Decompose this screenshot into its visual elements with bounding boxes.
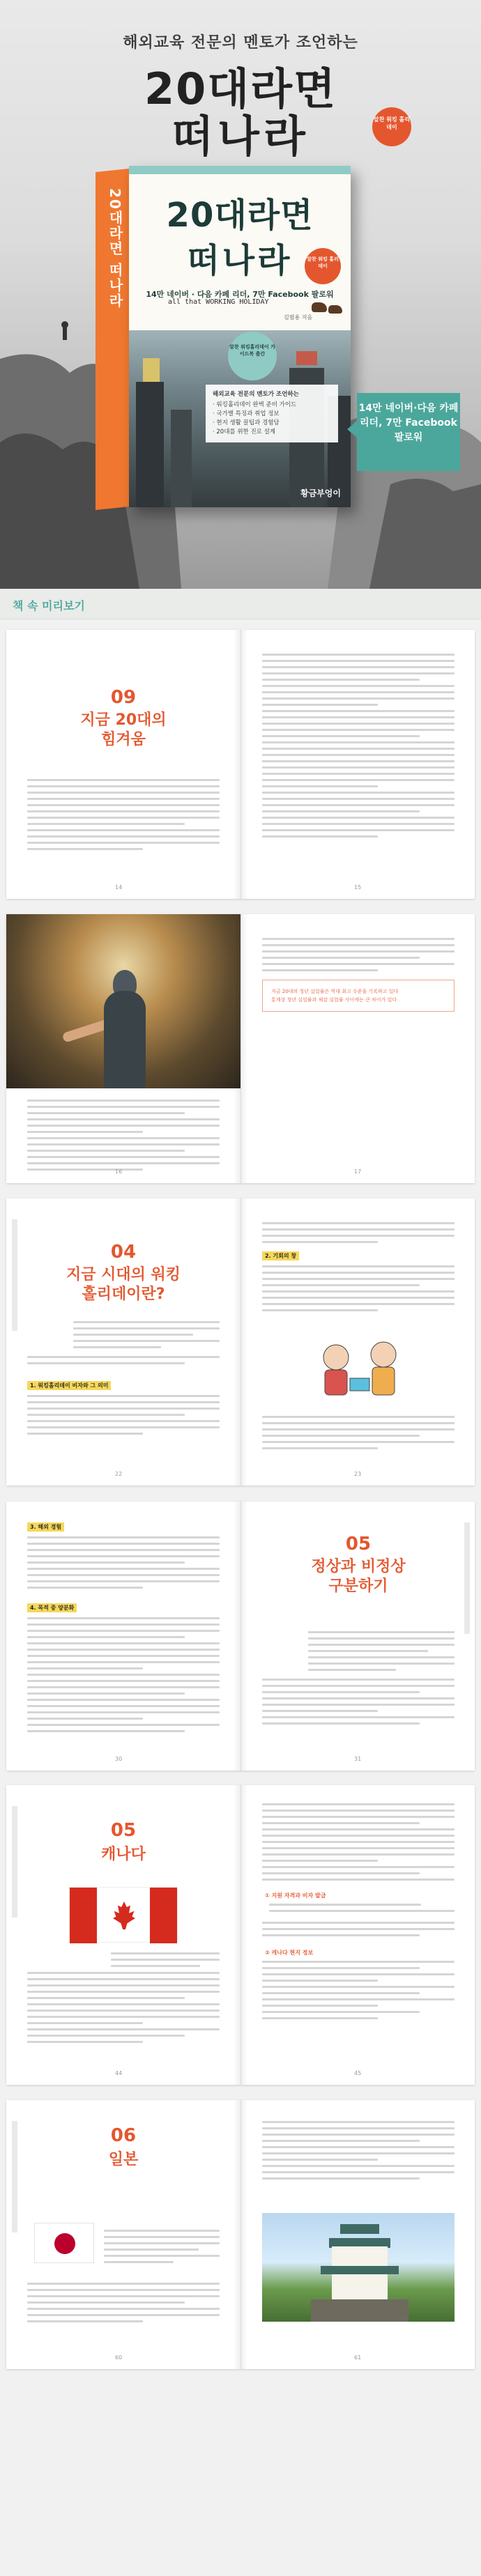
page-number: 22	[115, 1471, 123, 1477]
cartoon-illustration	[308, 1329, 413, 1406]
cover-title-line2: 떠나라	[187, 241, 293, 280]
page-left	[6, 630, 240, 899]
body-text	[262, 1803, 455, 1885]
chapter-title: 일본	[108, 2151, 139, 2168]
spine-gutter	[234, 1785, 247, 2085]
page-left	[6, 1502, 240, 1771]
body-text	[27, 1356, 220, 1368]
hero-title-line1: 20대라면	[144, 63, 337, 114]
maple-leaf-icon	[113, 1902, 135, 1929]
hero-callout: 14만 네이버·다음 카페 리더, 7만 Facebook 팔로워	[357, 393, 460, 471]
body-text	[27, 1617, 220, 1736]
subheading-tag: 2. 기회의 창	[262, 1251, 299, 1260]
page-number: 17	[354, 1169, 362, 1175]
body-text	[262, 1961, 455, 2023]
subheading-tag: ① 지원 자격과 비자 발급	[265, 1892, 326, 1899]
body-text	[27, 779, 220, 854]
body-text	[27, 1100, 220, 1175]
page-number: 44	[115, 2070, 123, 2076]
section-title: 책 속 미리보기	[13, 599, 85, 612]
page-right	[240, 914, 475, 1183]
section-title-bar	[0, 589, 481, 619]
body-text	[73, 1321, 220, 1352]
page-number: 23	[354, 1471, 362, 1477]
japan-flag	[34, 2223, 94, 2263]
page-number: 60	[115, 2354, 123, 2361]
cover-top-strip	[129, 166, 351, 174]
cover-publisher: 황금부엉이	[300, 488, 341, 498]
page-number: 30	[115, 1756, 123, 1762]
spine-gutter	[234, 2100, 247, 2369]
spread-5	[6, 1785, 475, 2085]
page-left	[6, 914, 240, 1183]
quote-box	[262, 980, 455, 1012]
margin-strip	[12, 1219, 17, 1331]
spread-6	[6, 2100, 475, 2369]
chapter-number: 09	[110, 687, 137, 708]
page-right	[240, 1198, 475, 1486]
cover-subtitle: 14만 네이버 · 다음 카페 리더, 7만 Facebook 팔로워	[146, 290, 334, 299]
bullet-list	[269, 1904, 455, 1916]
page-right	[240, 630, 475, 899]
page-left	[6, 1198, 240, 1486]
cover-author: 김범용 지음	[284, 314, 313, 321]
page-right	[240, 1502, 475, 1771]
shoe-icon	[312, 302, 327, 312]
osaka-castle-photo	[262, 2213, 455, 2322]
points-item: · 현지 생활 꿀팁과 경험담	[213, 419, 280, 426]
page-number: 45	[354, 2070, 362, 2076]
chapter-number: 05	[110, 1820, 137, 1841]
points-heading: 해외교육 전문의 멘토가 조언하는	[213, 391, 299, 398]
canada-flag	[69, 1887, 178, 1943]
cover-badge: 알찬 워킹 홀리데이	[305, 248, 341, 284]
hero-title-line2: 떠나라	[171, 111, 310, 162]
cover-english-title: all that WORKING HOLIDAY	[168, 298, 269, 306]
body-text	[262, 938, 455, 975]
page-number: 14	[115, 884, 123, 890]
quote-line: 통계상 청년 실업률과 체감 실업률 사이에는 큰 차이가 있다	[271, 997, 397, 1003]
shoe-icon	[328, 305, 342, 314]
chapter-title: 지금 20대의 힘겨움	[80, 711, 167, 748]
spine-gutter	[234, 914, 247, 1183]
sun-disc-icon	[54, 2233, 75, 2254]
body-text	[308, 1631, 455, 1675]
chapter-number: 05	[345, 1534, 372, 1555]
chapter-title: 정상과 비정상 구분하기	[311, 1558, 406, 1595]
chapter-title: 캐나다	[101, 1846, 146, 1863]
body-text	[262, 1222, 455, 1247]
page-number: 16	[115, 1169, 123, 1175]
points-item: · 워킹홀리데이 완벽 준비 가이드	[213, 401, 297, 408]
body-text	[27, 1536, 220, 1593]
spread-1	[6, 630, 475, 899]
hero-tagline: 해외교육 전문의 멘토가 조언하는	[123, 33, 358, 52]
quote-line: 지금 20대의 청년 실업률은 역대 최고 수준을 기록하고 있다	[271, 989, 399, 994]
spread-2	[6, 914, 475, 1183]
points-item: · 20대를 위한 진로 설계	[213, 429, 276, 435]
body-text	[104, 2230, 220, 2267]
chapter-title: 지금 시대의 워킹홀리데이란?	[66, 1266, 181, 1303]
spread-4	[6, 1502, 475, 1771]
hero-banner	[0, 0, 481, 589]
page-left	[6, 2100, 240, 2369]
spine-gutter	[234, 630, 247, 899]
body-text	[262, 2121, 455, 2184]
page-number: 31	[354, 1756, 362, 1762]
page-left	[6, 1785, 240, 2085]
body-text	[262, 654, 455, 842]
page-number: 61	[354, 2354, 362, 2361]
body-text	[262, 1679, 455, 1729]
spine-gutter	[234, 1198, 247, 1486]
body-text	[111, 1952, 220, 1971]
spine-gutter	[234, 1502, 247, 1771]
book-spine-title: 20대라면 떠나라	[107, 188, 123, 309]
cover-circle-badge: 알찬 워킹홀리데이 가이드북 출간	[228, 332, 277, 380]
page-right	[240, 1785, 475, 2085]
subheading-tag: ② 캐나다 현지 정보	[265, 1950, 314, 1956]
points-item: · 국가별 특징과 취업 정보	[213, 410, 280, 417]
page-right	[240, 2100, 475, 2369]
hitchhiker-photo	[6, 914, 240, 1088]
body-text	[27, 1395, 220, 1439]
subheading-tag: 3. 해외 경험	[27, 1522, 64, 1532]
cover-points-box	[206, 385, 338, 442]
body-text	[262, 1265, 455, 1316]
body-text	[27, 1972, 220, 2047]
spread-3	[6, 1198, 475, 1486]
body-text	[262, 1416, 455, 1453]
hero-badge: 알찬 워킹 홀리데이	[372, 107, 411, 146]
subheading-tag: 1. 워킹홀리데이 비자와 그 의미	[27, 1381, 111, 1390]
body-text	[27, 2283, 220, 2327]
cover-title-line1: 20대라면	[166, 196, 314, 235]
body-text	[262, 1922, 455, 1941]
subheading-tag: 4. 목적 중 양분화	[27, 1603, 77, 1612]
book-cover	[129, 166, 351, 507]
chapter-number: 06	[110, 2125, 137, 2146]
chapter-number: 04	[110, 1242, 137, 1263]
page-number: 15	[354, 884, 362, 890]
